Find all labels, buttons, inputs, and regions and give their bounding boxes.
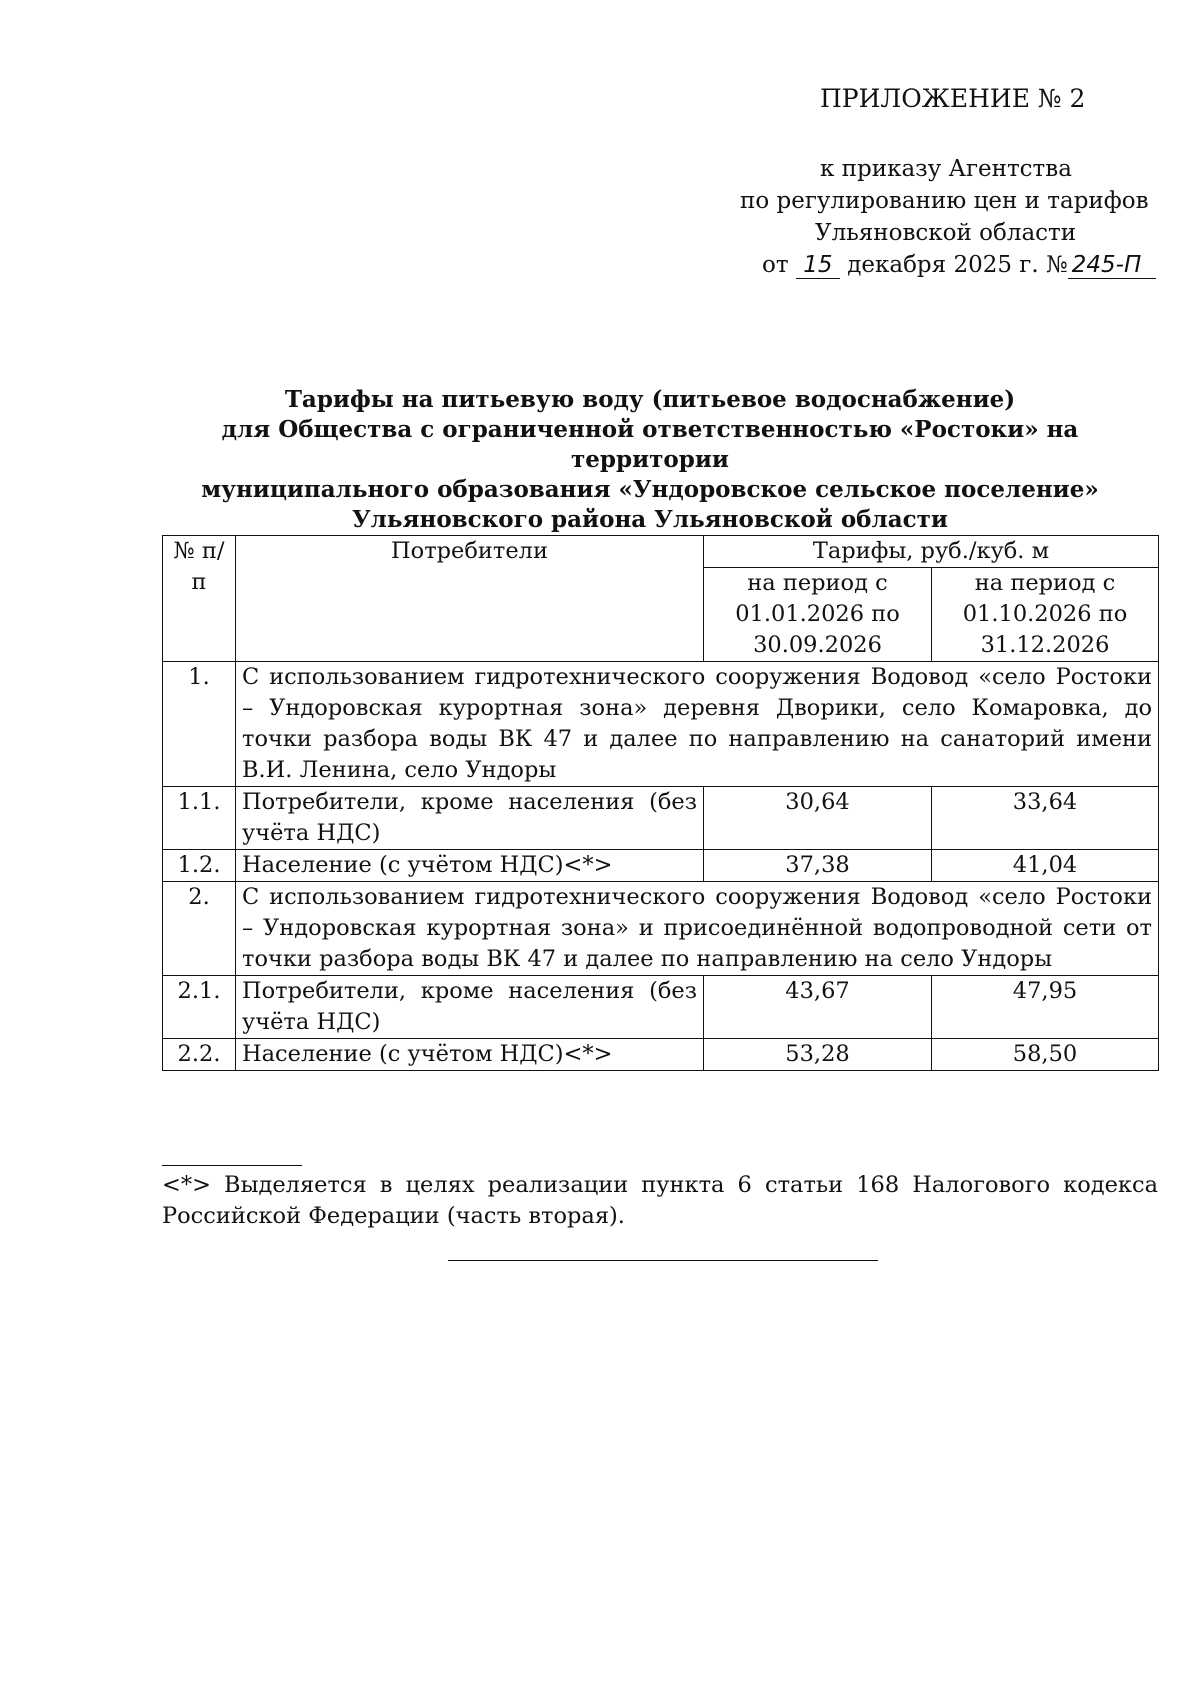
document-title: [150, 385, 1150, 535]
row-num: 2.2.: [163, 1039, 236, 1071]
row-tariff-1: 30,64: [704, 787, 932, 850]
title-line-1: Тарифы на питьевую воду (питьевое водоснабжение): [284, 386, 1016, 413]
header-period-2: на период с 01.10.2026 по 31.12.2026: [932, 568, 1159, 662]
handwritten-order-number: 245-П: [1068, 252, 1156, 279]
section-row: [163, 882, 1159, 976]
handwritten-day: 15: [796, 252, 840, 279]
row-tariff-1: 43,67: [704, 976, 932, 1039]
row-consumer: Потребители, кроме населения (без учёта НДС): [236, 976, 704, 1039]
row-tariff-2: 41,04: [932, 850, 1159, 882]
title-line-3: муниципального образования «Ундоровское сельское поселение»: [201, 476, 1099, 503]
header-tariffs: Тарифы, руб./куб. м: [704, 536, 1159, 568]
section-num: 1.: [163, 662, 236, 787]
row-tariff-1: 53,28: [704, 1039, 932, 1071]
row-num: 1.2.: [163, 850, 236, 882]
table-row: [163, 1039, 1159, 1071]
footnote-divider: [162, 1165, 302, 1166]
title-line-4: Ульяновского района Ульяновской области: [352, 506, 948, 533]
table-row: [163, 850, 1159, 882]
footnote-text: <*> Выделяется в целях реализации пункта 6 статьи 168 Налогового кодекса Российской Федерации (часть вторая).: [162, 1172, 1158, 1229]
section-num: 2.: [163, 882, 236, 976]
header-period-1: на период с 01.01.2026 по 30.09.2026: [704, 568, 932, 662]
title-line-2: для Общества с ограниченной ответственностью «Ростоки» на территории: [221, 416, 1079, 473]
table-row: [163, 787, 1159, 850]
order-ref-line-2: по регулированию цен и тарифов: [740, 188, 1149, 214]
section-row: [163, 662, 1159, 787]
date-middle: декабря 2025 г. №: [847, 252, 1068, 278]
section-description: С использованием гидротехнического сооружения Водовод «село Ростоки – Ундоровская курортная зона» и присоединённой водопроводной сети от точки разбора воды ВК 47 и далее по направлению на село Ундоры: [236, 882, 1159, 976]
date-prefix: от: [762, 252, 789, 278]
header-consumers: Потребители: [236, 536, 704, 662]
order-reference: [700, 153, 1160, 281]
row-consumer: Население (с учётом НДС)<*>: [236, 850, 704, 882]
row-tariff-2: 47,95: [932, 976, 1159, 1039]
row-num: 2.1.: [163, 976, 236, 1039]
row-consumer: Потребители, кроме населения (без учёта НДС): [236, 787, 704, 850]
row-tariff-2: 33,64: [932, 787, 1159, 850]
row-tariff-1: 37,38: [704, 850, 932, 882]
appendix-label: ПРИЛОЖЕНИЕ № 2: [820, 84, 1086, 113]
header-num: № п/п: [163, 536, 236, 662]
row-consumer: Население (с учётом НДС)<*>: [236, 1039, 704, 1071]
end-divider: [448, 1260, 878, 1261]
row-num: 1.1.: [163, 787, 236, 850]
section-description: С использованием гидротехнического сооружения Водовод «село Ростоки – Ундоровская курортная зона» деревня Дворики, село Комаровка, до точки разбора воды ВК 47 и далее по направлению на санаторий имени В.И. Ленина, село Ундоры: [236, 662, 1159, 787]
order-date-line: [700, 249, 1160, 281]
table-row: [163, 976, 1159, 1039]
order-ref-line-3: Ульяновской области: [815, 220, 1077, 246]
header-row: [163, 536, 1159, 568]
tariffs-table: [162, 535, 1159, 1071]
order-ref-line-1: к приказу Агентства: [820, 156, 1072, 182]
row-tariff-2: 58,50: [932, 1039, 1159, 1071]
